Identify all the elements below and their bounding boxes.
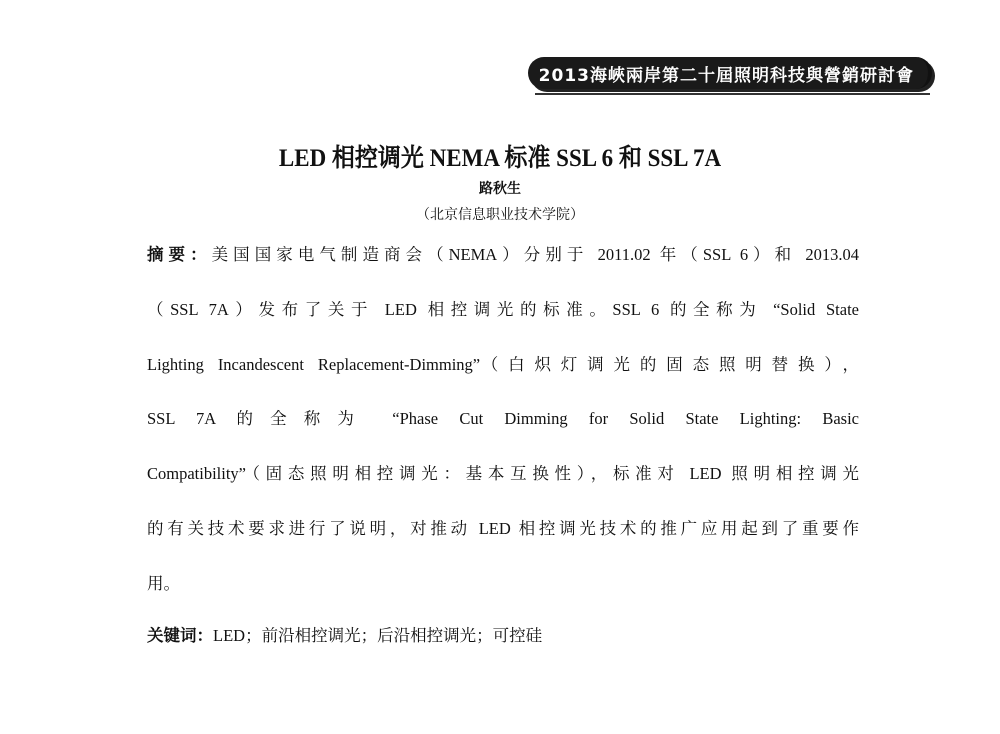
abstract-line <box>147 241 859 265</box>
paper-title: LED 相控调光 NEMA 标准 SSL 6 和 SSL 7A <box>278 145 722 172</box>
abstract-line: SSL 7A 的全称为 “Phase Cut Dimming for Solid State Lighting: Basic <box>147 409 859 428</box>
keywords-line <box>147 622 859 646</box>
abstract-line: （SSL 7A）发布了关于 LED 相控调光的标准。SSL 6 的全称为 “Solid State <box>147 300 859 319</box>
keywords-text: LED；前沿相控调光；后沿相控调光；可控硅 <box>213 626 543 645</box>
conference-banner <box>528 57 932 89</box>
abstract-text: 美国国家电气制造商会（NEMA）分别于 2011.02 年（SSL 6）和 2013.04 <box>211 245 860 264</box>
abstract-line: Compatibility”（固态照明相控调光：基本互换性），标准对 LED 照明相控调光 <box>147 464 859 483</box>
abstract-line: Lighting Incandescent Replacement-Dimming”（白炽灯调光的固态照明替换）， <box>147 355 859 374</box>
conference-banner-text: 2013海峽兩岸第二十屆照明科技與營銷研討會 <box>538 66 914 86</box>
author: 路秋生 <box>479 181 521 197</box>
abstract-line: 用。 <box>147 574 180 593</box>
abstract-label: 摘要： <box>147 245 212 264</box>
banner-underline <box>535 93 930 95</box>
affiliation: （北京信息职业技术学院） <box>416 207 584 223</box>
abstract-line: 的有关技术要求进行了说明，对推动 LED 相控调光技术的推广应用起到了重要作 <box>147 519 859 538</box>
keywords-label: 关键词： <box>147 626 213 645</box>
